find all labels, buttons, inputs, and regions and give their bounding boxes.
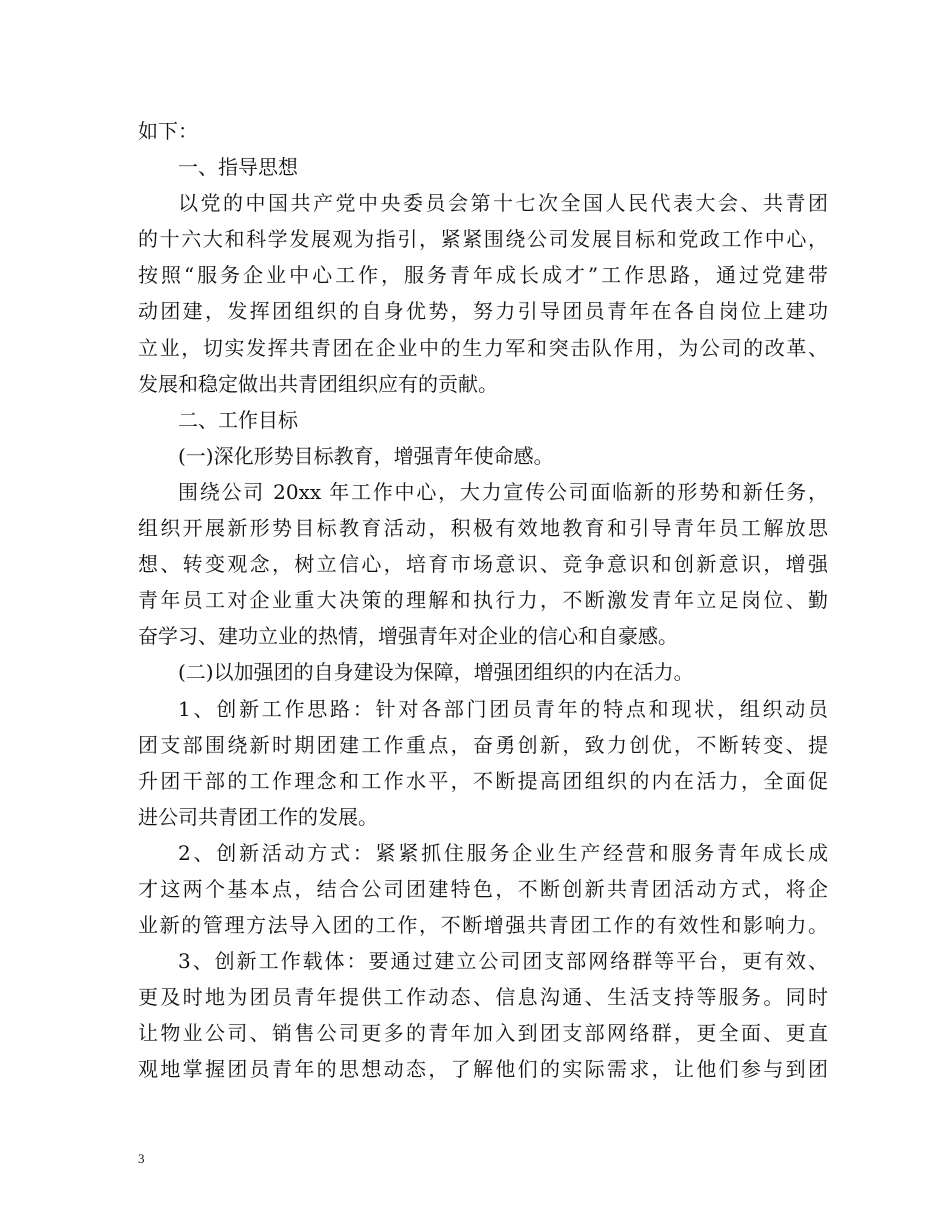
text-line: 的十六大和科学发展观为指引，紧紧围绕公司发展目标和党政工作中心， — [138, 227, 828, 252]
text-line: 如下： — [138, 119, 198, 143]
text-line: 才这两个基本点，结合公司团建特色，不断创新共青团活动方式，将企 — [138, 876, 828, 901]
text-line: 1、创新工作思路：针对各部门团员青年的特点和现状，组织动员 — [178, 696, 828, 721]
text-line: 让物业公司、销售公司更多的青年加入到团支部网络群，更全面、更直 — [138, 1021, 828, 1046]
page-number: 3 — [138, 1151, 145, 1166]
text-line: 按照“服务企业中心工作，服务青年成长成才”工作思路，通过党建带 — [138, 263, 828, 288]
text-line: 立业，切实发挥共青团在企业中的生力军和突击队作用，为公司的改革、 — [138, 335, 828, 360]
text-line: 以党的中国共产党中央委员会第十七次全国人民代表大会、共青团 — [178, 191, 828, 216]
section-heading: 二、工作目标 — [178, 407, 298, 432]
text-line: 2、创新活动方式：紧紧抓住服务企业生产经营和服务青年成长成 — [178, 840, 828, 865]
text-line: 3、创新工作载体：要通过建立公司团支部网络群等平台，更有效、 — [178, 949, 828, 974]
text-line: 业新的管理方法导入团的工作，不断增强共青团工作的有效性和影响力。 — [138, 913, 828, 938]
text-line: 升团干部的工作理念和工作水平，不断提高团组织的内在活力，全面促 — [138, 768, 828, 793]
document-body — [138, 113, 828, 1088]
text-line: 想、转变观念，树立信心，培育市场意识、竞争意识和创新意识，增强 — [138, 552, 828, 577]
text-line: 更及时地为团员青年提供工作动态、信息沟通、生活支持等服务。同时 — [138, 985, 828, 1010]
text-line: 围绕公司 20xx 年工作中心，大力宣传公司面临新的形势和新任务， — [178, 479, 828, 504]
text-line: 青年员工对企业重大决策的理解和执行力，不断激发青年立足岗位、勤 — [138, 588, 828, 613]
text-line: 组织开展新形势目标教育活动，积极有效地教育和引导青年员工解放思 — [138, 516, 828, 541]
subsection-heading: (一)深化形势目标教育，增强青年使命感。 — [178, 443, 554, 468]
section-heading: 一、指导思想 — [178, 155, 298, 180]
text-line: 奋学习、建功立业的热情，增强青年对企业的信心和自豪感。 — [138, 624, 678, 649]
text-line: 进公司共青团工作的发展。 — [138, 804, 378, 829]
text-line: 团支部围绕新时期团建工作重点，奋勇创新，致力创优，不断转变、提 — [138, 732, 828, 757]
text-line: 观地掌握团员青年的思想动态，了解他们的实际需求，让他们参与到团 — [138, 1057, 828, 1082]
subsection-heading: (二)以加强团的自身建设为保障，增强团组织的内在活力。 — [178, 660, 694, 685]
text-line: 动团建，发挥团组织的自身优势，努力引导团员青年在各自岗位上建功 — [138, 299, 828, 324]
text-line: 发展和稳定做出共青团组织应有的贡献。 — [138, 371, 498, 396]
